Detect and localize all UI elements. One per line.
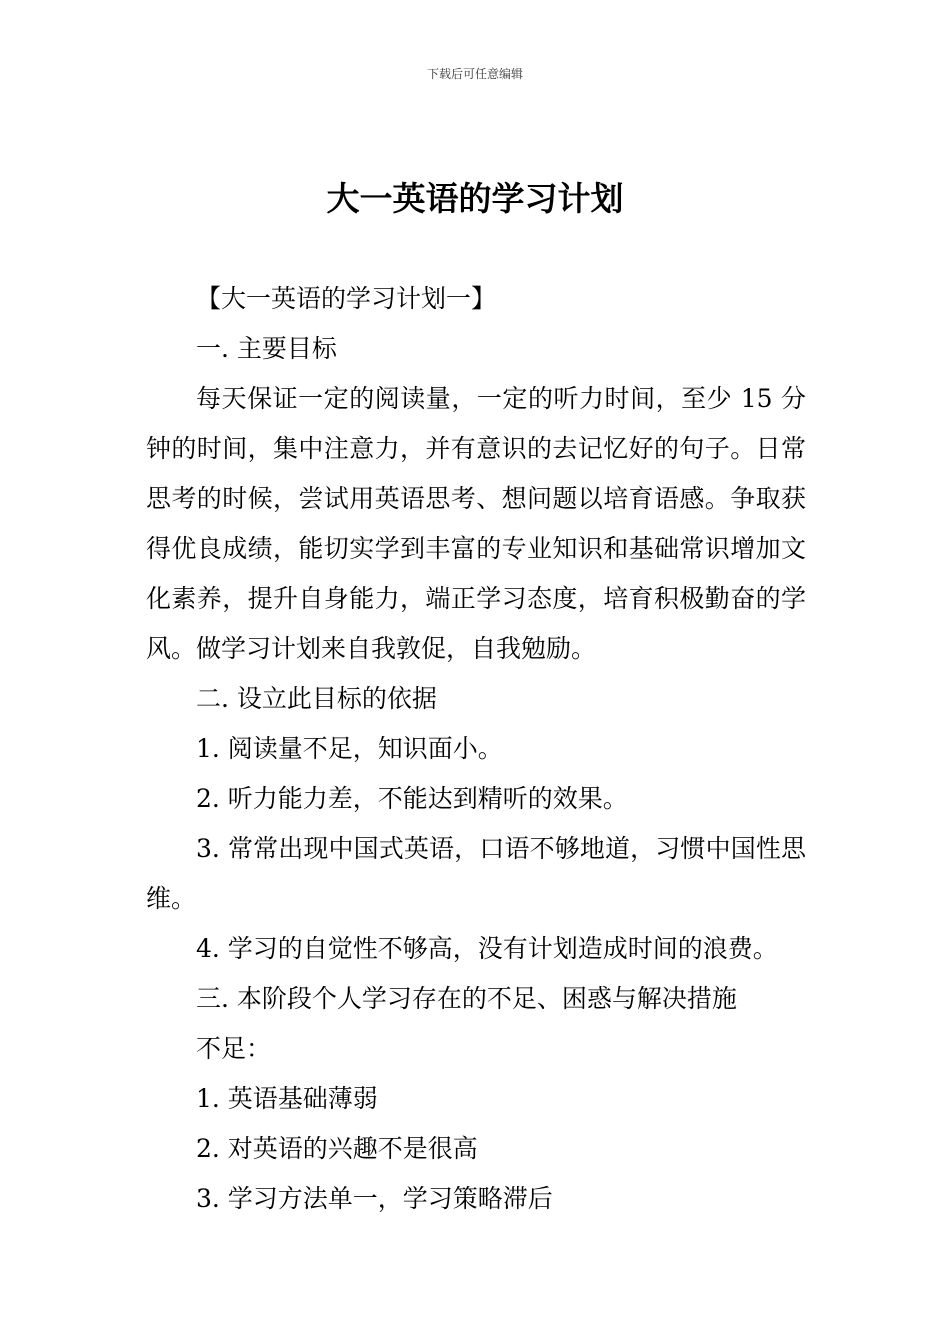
document-title: 大一英语的学习计划 [326,179,624,218]
list-item-shortcoming-2: 2. 对英语的兴趣不是很高 [196,1134,478,1163]
section-heading-shortcomings: 三. 本阶段个人学习存在的不足、困惑与解决措施 [196,984,737,1013]
section-heading-main-goal: 一. 主要目标 [196,334,337,363]
list-item-shortcoming-1: 1. 英语基础薄弱 [196,1084,378,1113]
subheading-shortcomings: 不足： [196,1034,272,1063]
list-item-shortcoming-3: 3. 学习方法单一，学习策略滞后 [196,1184,553,1213]
section-heading-basis: 二. 设立此目标的依据 [196,684,437,713]
list-item-basis-1: 1. 阅读量不足，知识面小。 [196,734,503,763]
list-item-basis-4: 4. 学习的自觉性不够高，没有计划造成时间的浪费。 [196,934,778,963]
list-item-basis-3: 3. 常常出现中国式英语，口语不够地道，习惯中国性思维。 [146,834,806,913]
list-item-basis-2: 2. 听力能力差，不能达到精听的效果。 [196,784,628,813]
document-body [146,274,806,1224]
paragraph-goal-description: 每天保证一定的阅读量，一定的听力时间，至少 15 分钟的时间，集中注意力，并有意识的去记忆好的句子。日常思考的时候，尝试用英语思考、想问题以培育语感。争取获得优良成绩，能切实学到丰富的专业知识和基础常识增加文化素养，提升自身能力，端正学习态度，培育积极勤奋的学风。做学习计划来自我敦促，自我勉励。 [146,384,806,663]
header-note: 下载后可任意编辑 [426,67,523,81]
section-heading-plan-one: 【大一英语的学习计划一】 [196,284,497,313]
